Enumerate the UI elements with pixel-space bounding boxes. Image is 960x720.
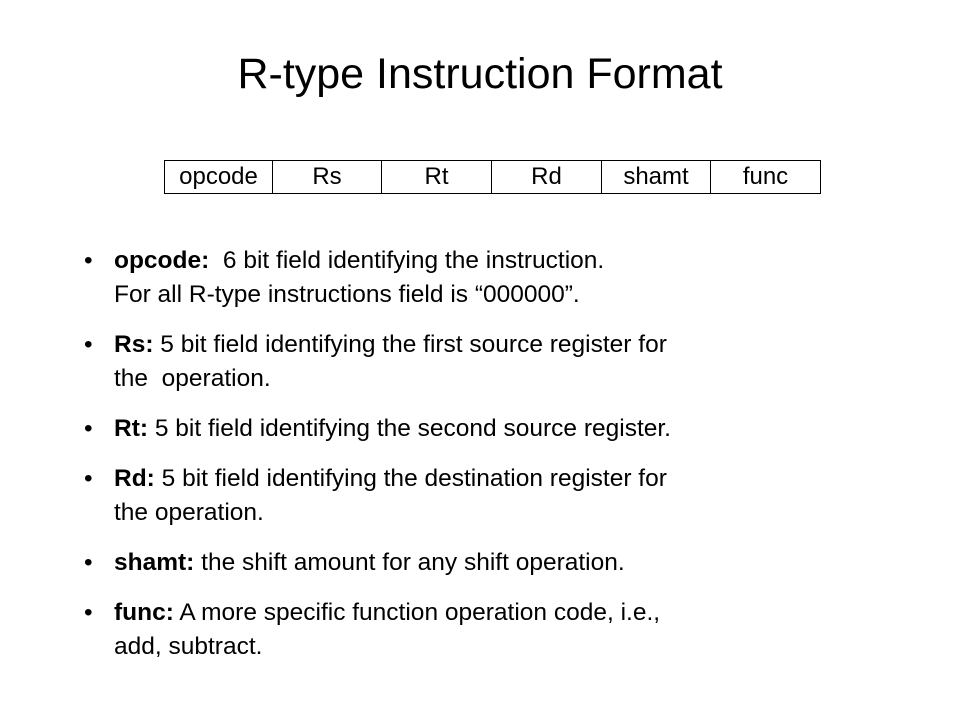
- field-cell-shamt: shamt: [602, 160, 711, 194]
- bullet-term: shamt:: [114, 549, 195, 576]
- bullet-item-shamt: [84, 546, 884, 580]
- bullet-text: 5 bit field identifying the destination register for: [154, 465, 667, 492]
- bullet-item-opcode: [84, 244, 884, 312]
- bullet-dot: •: [84, 247, 93, 274]
- bullet-dot: •: [84, 415, 93, 442]
- bullet-line-1: [114, 546, 884, 580]
- bullet-line-2: For all R-type instructions field is “000000”.: [114, 281, 580, 308]
- bullet-line-1: [114, 462, 884, 496]
- bullet-text: 6 bit field identifying the instruction.: [209, 247, 605, 274]
- slide-title: R-type Instruction Format: [237, 50, 723, 98]
- bullet-term: Rt:: [114, 415, 149, 442]
- field-cell-rs: Rs: [273, 160, 382, 194]
- field-cell-func: func: [711, 160, 821, 194]
- bullet-term: func:: [114, 599, 174, 626]
- field-cell-rt: Rt: [382, 160, 492, 194]
- bullet-item-rs: [84, 328, 884, 396]
- bullet-line-1: [114, 596, 884, 630]
- bullet-text: 5 bit field identifying the first source register for: [153, 331, 667, 358]
- bullet-line-1: [114, 412, 884, 446]
- r-type-field-table: [164, 160, 821, 194]
- bullet-dot: •: [84, 549, 93, 576]
- bullet-line-2: the operation.: [114, 365, 271, 392]
- field-cell-opcode: opcode: [164, 160, 273, 194]
- bullet-term: Rs:: [114, 331, 154, 358]
- bullet-line-1: [114, 244, 884, 278]
- bullet-item-func: [84, 596, 884, 664]
- bullet-line-2: add, subtract.: [114, 633, 263, 660]
- bullet-text: 5 bit field identifying the second source register.: [148, 415, 671, 442]
- bullet-line-1: [114, 328, 884, 362]
- bullet-term: opcode:: [114, 247, 210, 274]
- bullet-dot: •: [84, 331, 93, 358]
- bullet-item-rt: [84, 412, 884, 446]
- bullet-dot: •: [84, 465, 93, 492]
- bullet-list: [84, 244, 884, 680]
- bullet-term: Rd:: [114, 465, 155, 492]
- bullet-text: A more specific function operation code, i.e.,: [173, 599, 661, 626]
- bullet-line-2: the operation.: [114, 499, 264, 526]
- bullet-dot: •: [84, 599, 93, 626]
- bullet-item-rd: [84, 462, 884, 530]
- bullet-text: the shift amount for any shift operation.: [194, 549, 625, 576]
- field-cell-rd: Rd: [492, 160, 602, 194]
